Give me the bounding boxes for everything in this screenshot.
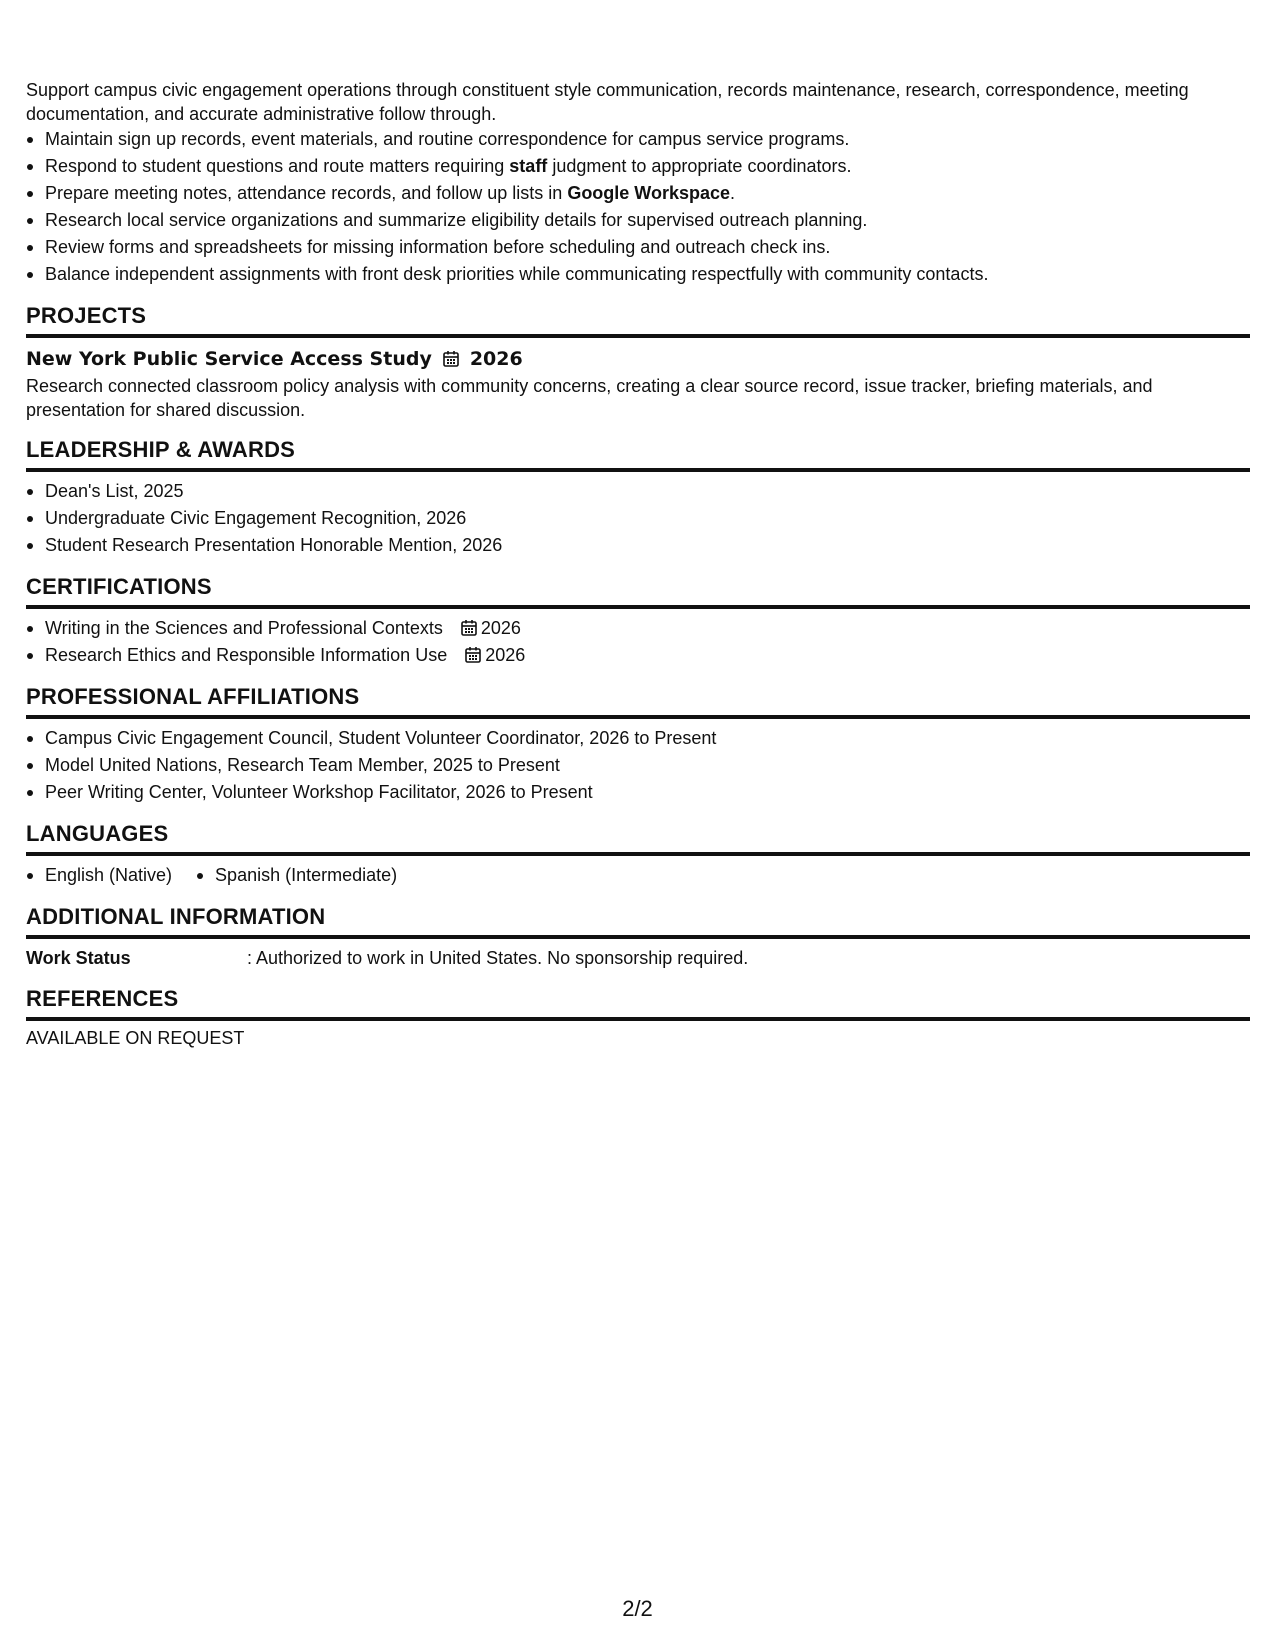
section-heading-leadership: LEADERSHIP & AWARDS: [26, 436, 1250, 472]
project-title-row: [26, 344, 1250, 374]
section-heading-references: REFERENCES: [26, 985, 1250, 1021]
list-item: English (Native): [26, 862, 172, 889]
list-item: Research local service organizations and summarize eligibility details for supervised outreach planning.: [26, 207, 1250, 234]
section-heading-affiliations: PROFESSIONAL AFFILIATIONS: [26, 683, 1250, 719]
list-item: Undergraduate Civic Engagement Recognition, 2026: [26, 505, 1250, 532]
list-item: [26, 615, 1250, 642]
list-item: [26, 642, 1250, 669]
references-section: [26, 985, 1250, 1051]
list-item: Spanish (Intermediate): [196, 862, 397, 889]
languages-section: [26, 820, 1250, 889]
section-heading-certifications: CERTIFICATIONS: [26, 573, 1250, 609]
list-item: Peer Writing Center, Volunteer Workshop Facilitator, 2026 to Present: [26, 779, 1250, 806]
calendar-icon: [460, 619, 478, 637]
experience-continuation: [26, 78, 1250, 288]
section-heading-projects: PROJECTS: [26, 302, 1250, 338]
certifications-list: [26, 609, 1250, 669]
section-heading-additional: ADDITIONAL INFORMATION: [26, 903, 1250, 939]
list-item: Respond to student questions and route matters requiring staff judgment to appropriate coordinators.: [26, 153, 1250, 180]
calendar-icon: [442, 350, 460, 368]
list-item: Maintain sign up records, event materials, and routine correspondence for campus service programs.: [26, 126, 1250, 153]
affiliations-section: [26, 683, 1250, 806]
list-item: Balance independent assignments with front desk priorities while communicating respectfully with community contacts.: [26, 261, 1250, 288]
page-number: 2/2: [622, 1596, 653, 1621]
references-text: AVAILABLE ON REQUEST: [26, 1028, 245, 1048]
list-item: Review forms and spreadsheets for missing information before scheduling and outreach check ins.: [26, 234, 1250, 261]
role-summary: Support campus civic engagement operations through constituent style communication, records maintenance, research, correspondence, meeting documentation, and accurate administrative follow through.: [26, 80, 1189, 124]
project-title: New York Public Service Access Study: [26, 348, 432, 370]
section-heading-languages: LANGUAGES: [26, 820, 1250, 856]
project-date: 2026: [469, 348, 523, 370]
projects-section: [26, 302, 1250, 422]
certification-date: 2026: [485, 645, 526, 665]
certification-name: Research Ethics and Responsible Information Use: [45, 645, 448, 665]
work-status-row: [26, 939, 1250, 971]
list-item: Campus Civic Engagement Council, Student Volunteer Coordinator, 2026 to Present: [26, 725, 1250, 752]
calendar-icon: [464, 646, 482, 664]
project-description: Research connected classroom policy analysis with community concerns, creating a clear source record, issue tracker, briefing materials, and presentation for shared discussion.: [26, 376, 1153, 420]
certification-date: 2026: [480, 618, 521, 638]
certification-name: Writing in the Sciences and Professional Contexts: [45, 618, 443, 638]
list-item: Student Research Presentation Honorable Mention, 2026: [26, 532, 1250, 559]
languages-list: [26, 856, 1250, 889]
work-status-value: : Authorized to work in United States. No sponsorship required.: [247, 948, 749, 968]
work-status-label: Work Status: [26, 948, 131, 968]
list-item: Model United Nations, Research Team Member, 2025 to Present: [26, 752, 1250, 779]
responsibility-list: [26, 126, 1250, 288]
leadership-section: [26, 436, 1250, 559]
list-item: Prepare meeting notes, attendance records, and follow up lists in Google Workspace.: [26, 180, 1250, 207]
affiliations-list: [26, 719, 1250, 806]
list-item: Dean's List, 2025: [26, 478, 1250, 505]
certifications-section: [26, 573, 1250, 669]
additional-info-section: [26, 903, 1250, 971]
awards-list: [26, 472, 1250, 559]
resume-page: [26, 78, 1250, 1051]
